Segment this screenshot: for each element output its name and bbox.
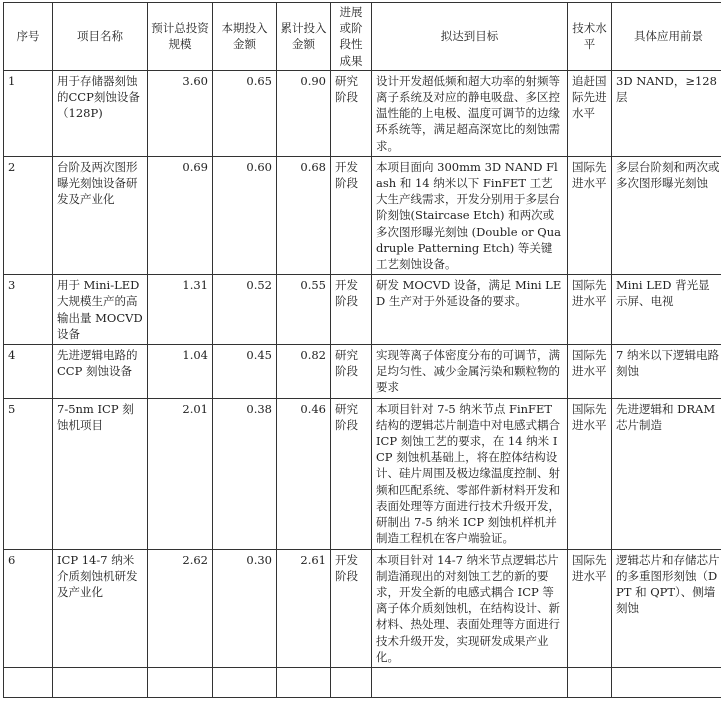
cell-stage: 研究阶段 [331, 70, 372, 156]
header-total: 预计总投资规模 [148, 3, 213, 71]
cell-level: 国际先进水平 [568, 549, 612, 667]
cell-stage: 开发阶段 [331, 156, 372, 274]
cell-no: 5 [4, 398, 53, 549]
cell-no: 4 [4, 345, 53, 399]
cell-cumulative: 0.90 [277, 70, 331, 156]
table-row [4, 549, 721, 667]
cell-application: 3D NAND，≥128 层 [612, 70, 721, 156]
cell-no: 2 [4, 156, 53, 274]
cell-application: Mini LED 背光显示屏、电视 [612, 275, 721, 345]
cell-name: 用于 Mini-LED 大规模生产的高输出量 MOCVD 设备 [53, 275, 148, 345]
cell-cumulative: 2.61 [277, 549, 331, 667]
cell-level: 国际先进水平 [568, 275, 612, 345]
cell-cumulative: 0.82 [277, 345, 331, 399]
cell-name: 台阶及两次图形曝光刻蚀设备研发及产业化 [53, 156, 148, 274]
cell-goal: 本项目针对 14-7 纳米节点逻辑芯片制造涌现出的对刻蚀工艺的新的要求，开发全新的电感式耦合 ICP 等离子体介质刻蚀机，在结构设计、新材料、热处理、表面处理等方面进行技术升级开发，实现研发成果产业化。 [372, 549, 568, 667]
cell-name: 用于存储器刻蚀的CCP刻蚀设备（128P) [53, 70, 148, 156]
cell-current: 0.45 [213, 345, 277, 399]
header-stage: 进展或阶段性成果 [331, 3, 372, 71]
cell-no: 3 [4, 275, 53, 345]
cell-total: 2.62 [148, 549, 213, 667]
cell-goal: 本项目面向 300mm 3D NAND Flash 和 14 纳米以下 FinFET 工艺大生产线需求，开发分别用于多层台阶刻蚀(Staircase Etch) 和两次或多次图形曝光刻蚀 (Double or Quadruple Patterning Etch) 等关键工艺刻蚀设备。 [372, 156, 568, 274]
table-row-partial [4, 667, 721, 697]
cell-total: 2.01 [148, 398, 213, 549]
cell-level: 国际先进水平 [568, 156, 612, 274]
table-row [4, 275, 721, 345]
cell-goal: 本项目针对 7-5 纳米节点 FinFET 结构的逻辑芯片制造中对电感式耦合 ICP 刻蚀工艺的要求，在 14 纳米 ICP 刻蚀机基础上，将在腔体结构设计、硅片周围及极边缘温度控制、射频和匹配系统、零部件新材料开发和表面处理等方面进行技术升级开发，研制出 7-5 纳米 ICP 刻蚀机样机并制造工程机在客户端验证。 [372, 398, 568, 549]
cell-application: 先进逻辑和 DRAM 芯片制造 [612, 398, 721, 549]
cell-total: 3.60 [148, 70, 213, 156]
cell-name: 7-5nm ICP 刻蚀机项目 [53, 398, 148, 549]
cell-total: 0.69 [148, 156, 213, 274]
header-name: 项目名称 [53, 3, 148, 71]
cell-name: ICP 14-7 纳米介质刻蚀机研发及产业化 [53, 549, 148, 667]
cell-total: 1.04 [148, 345, 213, 399]
cell-stage: 开发阶段 [331, 549, 372, 667]
cell-no: 1 [4, 70, 53, 156]
cell-current: 0.38 [213, 398, 277, 549]
header-cumulative: 累计投入金额 [277, 3, 331, 71]
cell-stage: 研究阶段 [331, 398, 372, 549]
cell-current: 0.60 [213, 156, 277, 274]
cell-name: 先进逻辑电路的 CCP 刻蚀设备 [53, 345, 148, 399]
header-row [4, 3, 721, 71]
cell-current: 0.65 [213, 70, 277, 156]
cell-no: 6 [4, 549, 53, 667]
header-goal: 拟达到目标 [372, 3, 568, 71]
cell-application: 多层台阶刻和两次或多次图形曝光刻蚀 [612, 156, 721, 274]
cell-cumulative: 0.55 [277, 275, 331, 345]
cell-cumulative: 0.46 [277, 398, 331, 549]
table-row [4, 156, 721, 274]
cell-application: 逻辑芯片和存储芯片的多重图形刻蚀（DPT 和 QPT）、侧墙刻蚀 [612, 549, 721, 667]
table-row [4, 398, 721, 549]
cell-goal: 设计开发超低频和超大功率的射频等离子系统及对应的静电吸盘、多区控温性能的上电极、温度可调节的边缘环系统等，满足超高深宽比的刻蚀需求。 [372, 70, 568, 156]
table-row [4, 345, 721, 399]
header-current: 本期投入金额 [213, 3, 277, 71]
cell-goal: 研发 MOCVD 设备，满足 Mini LED 生产对于外延设备的要求。 [372, 275, 568, 345]
cell-cumulative: 0.68 [277, 156, 331, 274]
cell-stage: 研究阶段 [331, 345, 372, 399]
header-level: 技术水平 [568, 3, 612, 71]
cell-goal: 实现等离子体密度分布的可调节，满足均匀性、减少金属污染和颗粒物的要求 [372, 345, 568, 399]
cell-total: 1.31 [148, 275, 213, 345]
header-no: 序号 [4, 3, 53, 71]
cell-level: 国际先进水平 [568, 345, 612, 399]
cell-current: 0.30 [213, 549, 277, 667]
header-application: 具体应用前景 [612, 3, 721, 71]
cell-current: 0.52 [213, 275, 277, 345]
rd-projects-table [3, 2, 721, 698]
table-row [4, 70, 721, 156]
cell-level: 追赶国际先进水平 [568, 70, 612, 156]
cell-stage: 开发阶段 [331, 275, 372, 345]
cell-application: 7 纳米以下逻辑电路刻蚀 [612, 345, 721, 399]
cell-level: 国际先进水平 [568, 398, 612, 549]
